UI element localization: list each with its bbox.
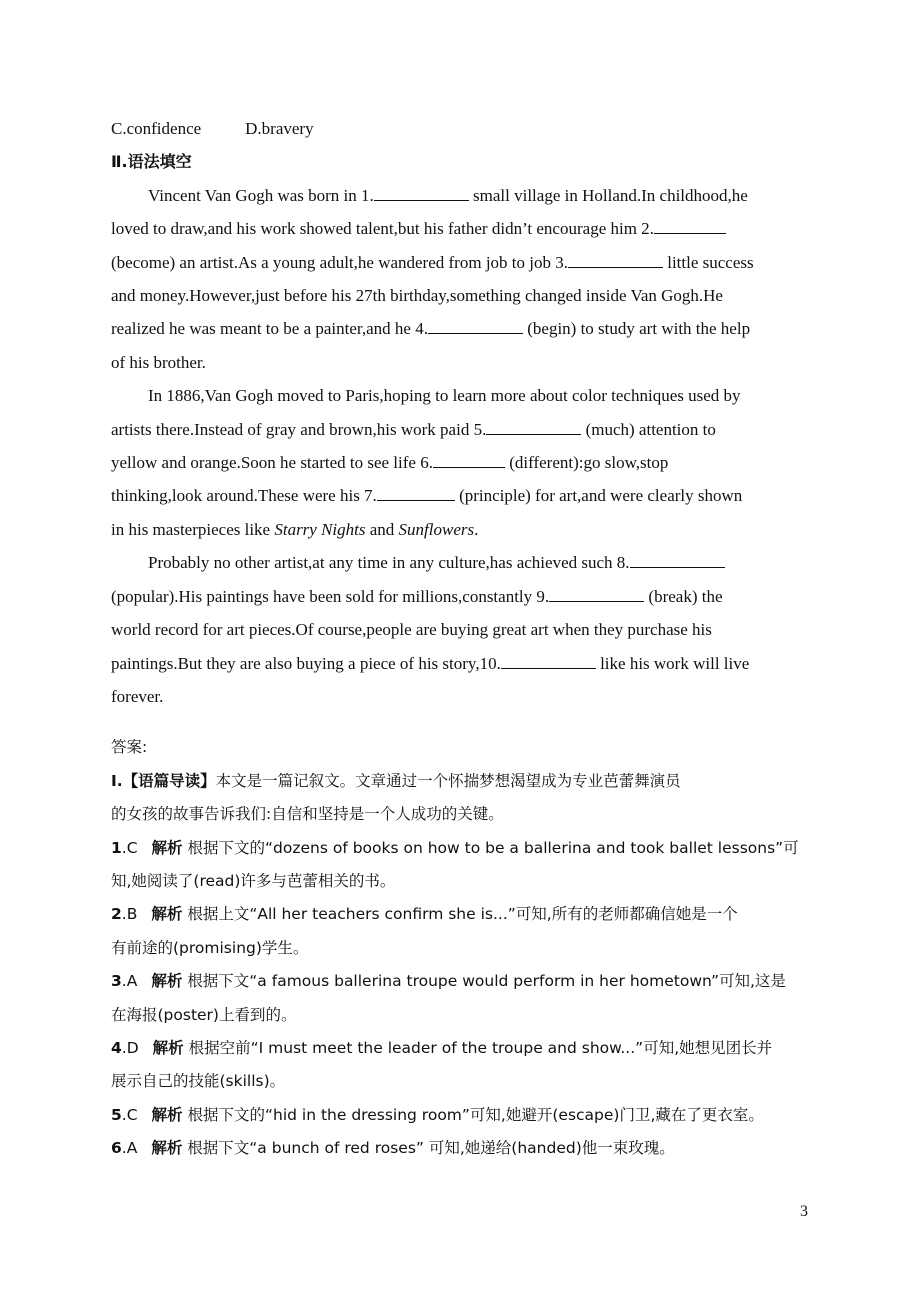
passage-line: In 1886,Van Gogh moved to Paris,hoping to learn more about color techniques used by: [148, 386, 741, 406]
passage-text: Vincent Van Gogh was born in 1.: [148, 185, 374, 205]
passage-line: [111, 446, 811, 479]
passage-text: realized he was meant to be a painter,and he 4.: [111, 319, 428, 339]
answer-continuation: 展示自己的技能(skills)。: [111, 1072, 286, 1091]
answer-continuation: 知,她阅读了(read)许多与芭蕾相关的书。: [111, 871, 396, 890]
passage-text: .: [474, 519, 479, 539]
blank-7: [377, 486, 455, 501]
answer-item: [111, 898, 811, 931]
answer-list: [111, 832, 811, 1166]
blank-10: [501, 654, 596, 669]
passage-text: like his work will live: [595, 653, 750, 673]
passage-line: [111, 212, 811, 245]
passage-text: (principle) for art,and were clearly shown: [454, 486, 743, 506]
analysis-label: 解析: [152, 1038, 184, 1057]
section-title: Ⅱ.语法填空: [111, 152, 192, 172]
analysis-text: 根据上文“All her teachers confirm she is...”可知,所有的老师都确信她是一个: [187, 905, 738, 924]
blank-1: [374, 186, 469, 201]
answer-item: [111, 1032, 811, 1065]
intro-line: [111, 765, 811, 798]
blank-4: [428, 319, 523, 334]
passage-text: Probably no other artist,at any time in any culture,has achieved such 8.: [148, 553, 630, 573]
blank-5: [486, 420, 581, 435]
passage-line: and money.However,just before his 27th birthday,something changed inside Van Gogh.He: [111, 286, 723, 306]
analysis-label: 解析: [151, 1105, 183, 1124]
option-d: D.bravery: [245, 119, 314, 138]
options-line: [111, 112, 811, 145]
passage-text: little success: [662, 252, 754, 272]
passage-text: (popular).His paintings have been sold for millions,constantly 9.: [111, 586, 550, 606]
blank-6: [433, 453, 505, 468]
answer-option: .D: [121, 1038, 139, 1057]
analysis-text: 根据空前“I must meet the leader of the troupe and show...”可知,她想见团长并: [188, 1038, 773, 1057]
page-number: 3: [800, 1203, 808, 1220]
analysis-label: 解析: [151, 905, 183, 924]
passage-text: (different):go slow,stop: [504, 453, 669, 473]
passage-text: yellow and orange.Soon he started to see life 6.: [111, 453, 433, 473]
passage-line: [111, 479, 811, 512]
answer-number: 5: [111, 1105, 122, 1124]
analysis-label: 解析: [151, 838, 183, 857]
analysis-text: 根据下文的“dozens of books on how to be a ballerina and took ballet lessons”可: [187, 838, 799, 857]
answer-option: .C: [121, 1105, 138, 1124]
passage-line: world record for art pieces.Of course,people are buying great art when they purchase his: [111, 620, 712, 640]
answer-item: [111, 1132, 811, 1165]
title-starry-nights: Starry Nights: [274, 519, 366, 539]
passage-line: [111, 513, 811, 546]
answers-title: 答案:: [111, 738, 148, 757]
passage-line: [111, 312, 811, 345]
blank-3: [568, 253, 663, 268]
answer-option: .C: [121, 838, 138, 857]
answer-number: 2: [111, 905, 122, 924]
passage-text: (begin) to study art with the help: [522, 319, 751, 339]
passage-line: [111, 413, 811, 446]
answer-number: 6: [111, 1139, 122, 1158]
passage-text: (break) the: [644, 586, 723, 606]
answer-option: .A: [121, 1139, 138, 1158]
passage-text: thinking,look around.These were his 7.: [111, 486, 377, 506]
passage-line: of his brother.: [111, 352, 206, 372]
passage-text: loved to draw,and his work showed talent,but his father didn’t encourage him 2.: [111, 219, 654, 239]
option-c: C.confidence: [111, 119, 202, 138]
answer-option: .A: [121, 972, 138, 991]
answer-number: 4: [111, 1038, 122, 1057]
passage-text: in his masterpieces like: [111, 519, 275, 539]
answer-continuation: 在海报(poster)上看到的。: [111, 1005, 297, 1024]
passage-line: [111, 546, 811, 579]
document-page: [111, 112, 811, 1166]
passage-line: [111, 647, 811, 680]
analysis-text: 根据下文“a bunch of red roses” 可知,她递给(handed)他一束玫瑰。: [187, 1139, 675, 1158]
answer-item: [111, 1099, 811, 1132]
answer-continuation: 有前途的(promising)学生。: [111, 938, 309, 957]
answer-item: [111, 832, 811, 865]
blank-9: [549, 587, 644, 602]
passage-line: forever.: [111, 686, 164, 706]
intro-label: Ⅰ.【语篇导读】: [111, 771, 216, 790]
answer-item: [111, 965, 811, 998]
analysis-text: 根据下文的“hid in the dressing room”可知,她避开(escape)门卫,藏在了更衣室。: [187, 1105, 764, 1124]
passage-line: [111, 246, 811, 279]
blank-2: [654, 219, 726, 234]
blank-8: [630, 553, 725, 568]
passage-line: [111, 580, 811, 613]
passage-text: small village in Holland.In childhood,he: [468, 185, 748, 205]
passage-line: [111, 179, 811, 212]
intro-text: 本文是一篇记叙文。文章通过一个怀揣梦想渴望成为专业芭蕾舞演员: [215, 771, 681, 790]
title-sunflowers: Sunflowers: [398, 519, 475, 539]
answer-number: 3: [111, 972, 122, 991]
analysis-label: 解析: [151, 972, 183, 991]
answer-option: .B: [121, 905, 138, 924]
passage-text: (become) an artist.As a young adult,he wandered from job to job 3.: [111, 252, 568, 272]
passage-text: (much) attention to: [581, 419, 716, 439]
answer-number: 1: [111, 838, 122, 857]
passage-text: artists there.Instead of gray and brown,his work paid 5.: [111, 419, 487, 439]
analysis-label: 解析: [151, 1139, 183, 1158]
passage-text: and: [365, 519, 399, 539]
analysis-text: 根据下文“a famous ballerina troupe would perform in her hometown”可知,这是: [187, 972, 786, 991]
intro-line: 的女孩的故事告诉我们:自信和坚持是一个人成功的关键。: [111, 805, 504, 824]
passage-text: paintings.But they are also buying a piece of his story,10.: [111, 653, 501, 673]
